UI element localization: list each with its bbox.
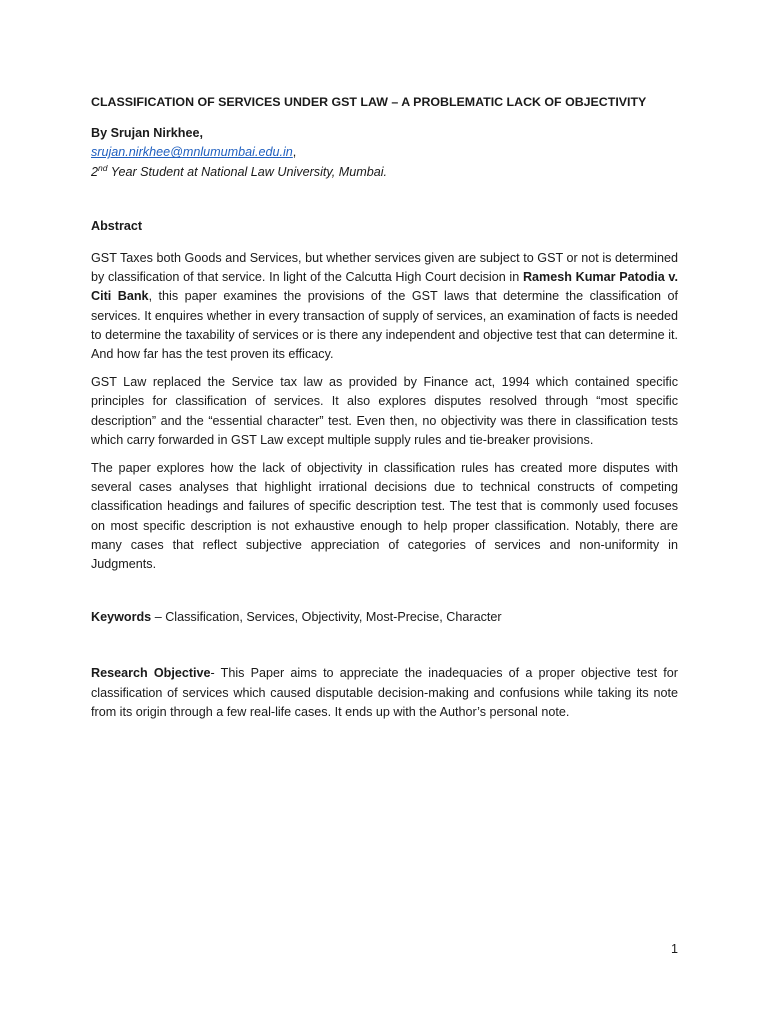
author-email-suffix: , [292, 145, 297, 160]
research-objective-text: - This Paper aims to appreciate the inadequacies of a proper objective test for classification of services which caused disputable decision-making and confusions while taking its note from its origin through a few real-life cases. It ends up with the Author’s personal note. [91, 666, 678, 719]
document-body [91, 93, 678, 722]
keywords-line [91, 608, 678, 627]
case-name: Ramesh Kumar Patodia v. Citi Bank [91, 270, 678, 304]
keywords-text: – Classification, Services, Objectivity, Most-Precise, Character [151, 610, 502, 625]
affiliation-text: Year Student at National Law University, Mumbai. [107, 164, 388, 179]
affiliation-ordinal-suffix: nd [98, 162, 108, 173]
author-byline: By Srujan Nirkhee, [91, 126, 203, 141]
research-objective-label: Research Objective [91, 666, 211, 681]
abstract-paragraph-3: The paper explores how the lack of objectivity in classification rules has created more disputes with several cases analyses that highlight irrational decisions due to technical constructs of competing classification headings and failures of specific description test. The test that is commonly used focuses on most specific description is not exhaustive enough to help proper classification. Notably, there are many cases that reflect subjective appreciation of categories of services and non-uniformity in Judgments. [91, 461, 678, 572]
abstract-p1-part-b: , this paper examines the provisions of the GST laws that determine the classification of services. It enquires whether in every transaction of supply of services, an examination of facts is needed to determine the taxability of services or is there any independent and objective test that can determine it. And how far has the test proven its efficacy. [91, 289, 678, 362]
abstract-paragraph-2: GST Law replaced the Service tax law as provided by Finance act, 1994 which contained specific principles for classification of services. It also explores disputes resolved through “most specific description” and the “essential character” test. Even then, no objectivity was there in classification tests which carry forwarded in GST Law except multiple supply rules and tie-breaker provisions. [91, 375, 678, 447]
abstract-p1-part-a: GST Taxes both Goods and Services, but whether services given are subject to GST or not is determined by classification of that service. In light of the Calcutta High Court decision in [91, 251, 678, 285]
affiliation-ordinal: 2 [91, 164, 99, 179]
abstract-heading: Abstract [91, 218, 143, 233]
author-email-link[interactable]: srujan.nirkhee@mnlumumbai.edu.in [91, 145, 293, 160]
page-number: 1 [670, 942, 678, 956]
abstract-paragraph-1 [91, 249, 678, 364]
research-objective [91, 664, 678, 722]
paper-title: CLASSIFICATION OF SERVICES UNDER GST LAW – A PROBLEMATIC LACK OF OBJECTIVITY [91, 95, 647, 109]
author-email-line [91, 143, 678, 162]
author-affiliation [91, 163, 678, 182]
keywords-label: Keywords [91, 610, 152, 625]
